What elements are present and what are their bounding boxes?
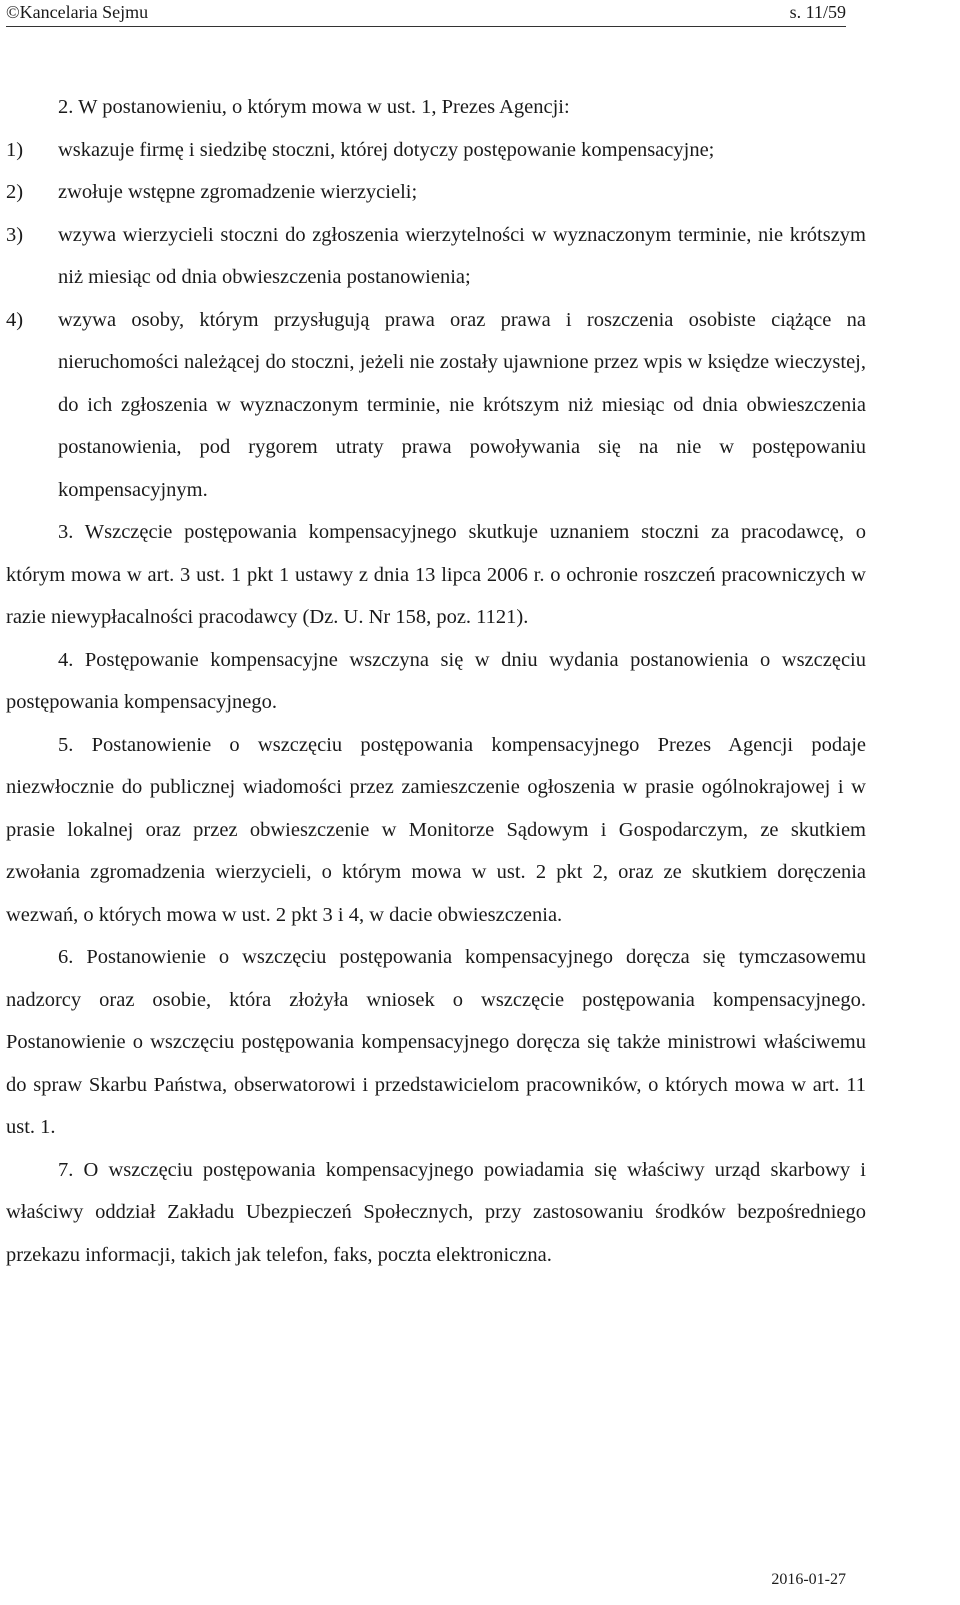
list-item-number: 1) bbox=[6, 138, 24, 161]
paragraph-2: 2. W postanowieniu, o którym mowa w ust. 1, Prezes Agencji: bbox=[58, 96, 570, 118]
page-header bbox=[6, 0, 846, 27]
list-item bbox=[6, 129, 866, 172]
document-body bbox=[6, 86, 866, 1276]
page-number: s. 11/59 bbox=[789, 2, 846, 22]
paragraph-7: 7. O wszczęciu postępowania kompensacyjnego powiadamia się właściwy urząd skarbowy i właściwy oddział Zakładu Ubezpieczeń Społecznych, przy zastosowaniu środków bezpośredniego przekazu informacji, takich jak telefon, faks, poczta elektroniczna. bbox=[6, 1158, 866, 1266]
paragraph-6: 6. Postanowienie o wszczęciu postępowania kompensacyjnego doręcza się tymczasowemu nadzorcy oraz osobie, która złożyła wniosek o wszczęcie postępowania kompensacyjnego. Postanowienie o wszczęciu postępowania kompensacyjnego doręcza się także ministrowi właściwemu do spraw Skarbu Państwa, obserwatorowi i przedstawicielom pracowników, o których mowa w art. 11 ust. 1. bbox=[6, 946, 866, 1138]
list-item-text: wskazuje firmę i siedzibę stoczni, której dotyczy postępowanie kompensacyjne; bbox=[58, 138, 715, 161]
copyright-label: ©Kancelaria Sejmu bbox=[6, 2, 149, 22]
list-item-text: wzywa wierzycieli stoczni do zgłoszenia wierzytelności w wyznaczonym terminie, nie krótszym niż miesiąc od dnia obwieszczenia postanowienia; bbox=[58, 223, 866, 288]
document-date: 2016-01-27 bbox=[771, 1571, 846, 1588]
list-item bbox=[6, 214, 866, 299]
list-item-number: 4) bbox=[6, 308, 24, 331]
page-footer bbox=[6, 1571, 846, 1589]
paragraph-5: 5. Postanowienie o wszczęciu postępowania kompensacyjnego Prezes Agencji podaje niezwłocznie do publicznej wiadomości przez zamieszczenie ogłoszenia w prasie ogólnokrajowej i w prasie lokalnej oraz przez obwieszczenie w Monitorze Sądowym i Gospodarczym, ze skutkiem zwołania zgromadzenia wierzycieli, o którym mowa w ust. 2 pkt 2, oraz ze skutkiem doręczenia wezwań, o których mowa w ust. 2 pkt 3 i 4, w dacie obwieszczenia. bbox=[6, 733, 866, 926]
list-item-text: zwołuje wstępne zgromadzenie wierzycieli; bbox=[58, 181, 418, 203]
list-item bbox=[6, 299, 866, 512]
list-item bbox=[6, 171, 866, 214]
list-item-number: 3) bbox=[6, 223, 24, 246]
paragraph-4: 4. Postępowanie kompensacyjne wszczyna się w dniu wydania postanowienia o wszczęciu postępowania kompensacyjnego. bbox=[6, 648, 866, 713]
paragraph-3: 3. Wszczęcie postępowania kompensacyjnego skutkuje uznaniem stoczni za pracodawcę, o którym mowa w art. 3 ust. 1 pkt 1 ustawy z dnia 13 lipca 2006 r. o ochronie roszczeń pracowniczych w razie niewypłacalności pracodawcy (Dz. U. Nr 158, poz. 1121). bbox=[6, 521, 866, 628]
list-item-text: wzywa osoby, którym przysługują prawa oraz prawa i roszczenia osobiste ciążące na nieruchomości należącej do stoczni, jeżeli nie zostały ujawnione przez wpis w księdze wieczystej, do ich zgłoszenia w wyznaczonym terminie, nie krótszym niż miesiąc od dnia obwieszczenia postanowienia, pod rygorem utraty prawa powoływania się na nie w postępowaniu kompensacyjnym. bbox=[58, 308, 866, 501]
list-item-number: 2) bbox=[6, 181, 24, 203]
